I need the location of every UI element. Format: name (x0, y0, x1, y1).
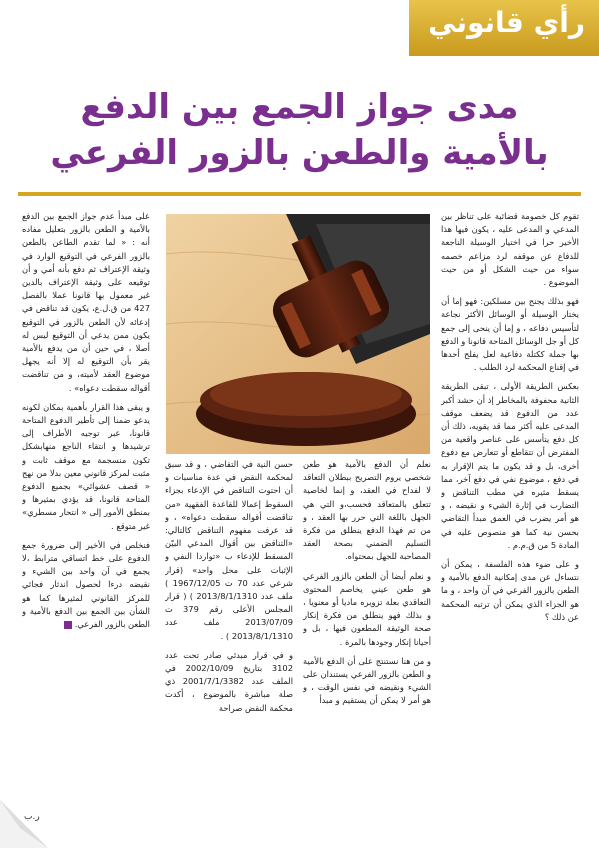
paragraph: على مبدأ عدم جواز الجمع بين الدفع بالأمية و الطعن بالزور بتعليل مفاده أنه : « لما تقدم الطاعن بالطعن بالزور الفرعي في التوقيع الوارد في وثيقة الإعتراف ثم دفع بأنه أمي و أن توقيعه على وثيقة الإعتراف بالدين غير معمول بها قانونا عملا بالفصل 427 من ق.ل.ع، يكون قد تناقض في إدعائه لأن الطعن بالزور في التوقيع يكون ممن يدعي أن التوقيع ليس له أصلا ، في حين أن من يدفع بالأمية يقر بأن التوقيع له إلا أنه يجهل موضوع العقد لأميته، و من تناقضت أقواله سقطت دعواه» . (22, 211, 150, 393)
gavel-icon (166, 214, 430, 454)
paragraph: تقوم كل خصومة قضائية على تناظر بين المدعي و المدعى عليه ، يكون فيها هذا الأخير حرا في اختيار الوسيلة الناجعة للدفاع عن موقفه لرد مزاعم خصمه سواء من حيث الشكل أو من حيث الموضوع . (441, 211, 579, 288)
paragraph: و على ضوء هذه الفلسفة ، يمكن أن نتساءل عن مدى إمكانية الدفع بالأمية و الطعن بالزور الفرعي في آن واحد ، و ما هو الجزاء الذي يمكن أن ترتبه المحكمة عن ذلك ؟ (441, 559, 579, 622)
paragraph: و يبقى هذا القرار بأهمية بمكان لكونه يدعو ضمنا إلى تأطير الدفوع المتاحة قانونا، عبر توجيه الأطراف إلى ترشيدها و انتقاء الناجع منهابشكل تكون منسجمة مع موقف ثابت و مثبت لمركز قانوني معين بدلا من نهج « قصف عشوائي» بجميع الدفوع المتاحة قانونا، قد يؤدي بمثيرها و بمنطق الأمور إلى « انتحار مسطري» غير متوقع . (22, 401, 150, 531)
page-curl-icon (0, 800, 48, 848)
paragraph: و في قرار مبدئي صادر تحت عدد 3102 بتاريخ 2002/10/09 في الملف عدد 2001/7/1/3382 ذي صلة مباشرة بالموضوع ، أكدت محكمة النقض صراحة (165, 649, 293, 713)
paragraph: حسن النية في التقاضي ، و قد سبق لمحكمة النقض في عدة مناسبات و أن احتوت التناقض في الإدعاء بجزاء السقوط إعمالا للقاعدة الفقهية «من تناقضت أقواله سقطت دعواه» ، و قد عرفت مفهوم التناقض كالتالي: «التناقض بين أقوال المدعي البيّن المسقط للإدعاء ب «تواردا النفي و الإثبات على محل واحد» (قرار شرعي عدد 70 ت 1967/12/05 ) ملف عدد 2013/8/1/1310 ) ( قرار المجلس الأعلى رقم 379 ت 2013/07/09 ملف عدد 2013/8/1/1310 ) . (165, 459, 293, 641)
column-right (441, 210, 579, 810)
author-signature: ر.ب (24, 812, 40, 822)
section-label: رأي قانوني (428, 6, 585, 39)
paragraph: بعكس الطريقة الأولى ، تبقى الطريقة الثانية محفوفة بالمخاطر إذ أن حشد أكبر عدد من الدفوع قد يضعف موقف المدعى عليه أكثر مما قد يقويه، ذلك أن كل دفع يتأسس على عناصر واقعية من المفترض أن تتقاطع أو تتعارض مع دفوع أخرى، بل و قد يكون ما يتم الإقرار به في دفع ، موضوع نفي في دفع آخر، مما يسقط مثيره في مطب التناقض و التضارب في إثارة الشيء و نقيضه ، و هو أمر يضرب في العمق مبدأ التقاضي بحسن نية كما هو منصوص عليه في المادة 5 من ق.م.م . (441, 381, 579, 550)
title-divider (18, 192, 581, 196)
paragraph: فهو بذلك يجنح بين مسلكين: فهو إما أن يختار الوسيلة أو الوسائل الأكثر نجاعة لتأسيس دفاعه ، و إما أن ينحى إلى جمع كل أو جل الوسائل المتاحة قانونا و الدفع بها جملة ككتلة دفاعية لعل يفلح أحدها في إقناع المحكمة لرد الطلب . (441, 296, 579, 373)
paragraph (22, 539, 150, 631)
title-line-1: مدى جواز الجمع بين الدفع (80, 87, 519, 127)
paragraph: و من هنا نستنتج على أن الدفع بالأمية و الطعن بالزور الفرعي يستندان على الشيء ونقيضه في نفس الوقت ، و هو أمر لا يمكن أن يستقيم و مبدأ (303, 655, 431, 706)
paragraph-text: فنخلص في الأخير إلى ضرورة جمع الدفوع على خط اتساقي مترابط ،لا يجمع في آن واحد بين الشيء و نقيضه درءا لحصول اندثار فجائي للمركز القانوني لمثيرها كما هو الشأن بين الجمع بين الدفع بالأمية و الطعن بالزور الفرعي. (22, 539, 150, 630)
title-line-2: بالأمية والطعن بالزور الفرعي (50, 133, 549, 173)
paragraph: و نعلم أيضا أن الطعن بالزور الفرعي هو طعن عيني يخاصم المحتوى التعاقدي بعلة تزويره ماديا أو معنويا ، و بذلك فهو ينطلق من فكرة إنكار صحة الوثيقة المطعون فيها ، بل و أحيانا إنكار وجودها بالمرة . (303, 570, 431, 647)
column-left (22, 210, 150, 805)
article-title (20, 84, 579, 176)
gavel-photo (166, 214, 430, 454)
paragraph: نعلم أن الدفع بالأمية هو طعن شخصي يروم التصريح ببطلان التعاقد لا لفداح في العقد، و إنما لخاصية تتعلق بالمتعاقد فحسب،و التي هي الجهل باللغة التي حرر بها العقد ، و من تم فهذا الدفع ينطلق من فكرة التسليم الضمني بصحة العقد المصاحبة للجهل بمحتواه. (303, 459, 431, 562)
section-badge (409, 0, 599, 56)
column-middle-1 (303, 458, 431, 818)
end-of-article-icon (64, 621, 72, 629)
column-middle-2 (165, 458, 293, 818)
